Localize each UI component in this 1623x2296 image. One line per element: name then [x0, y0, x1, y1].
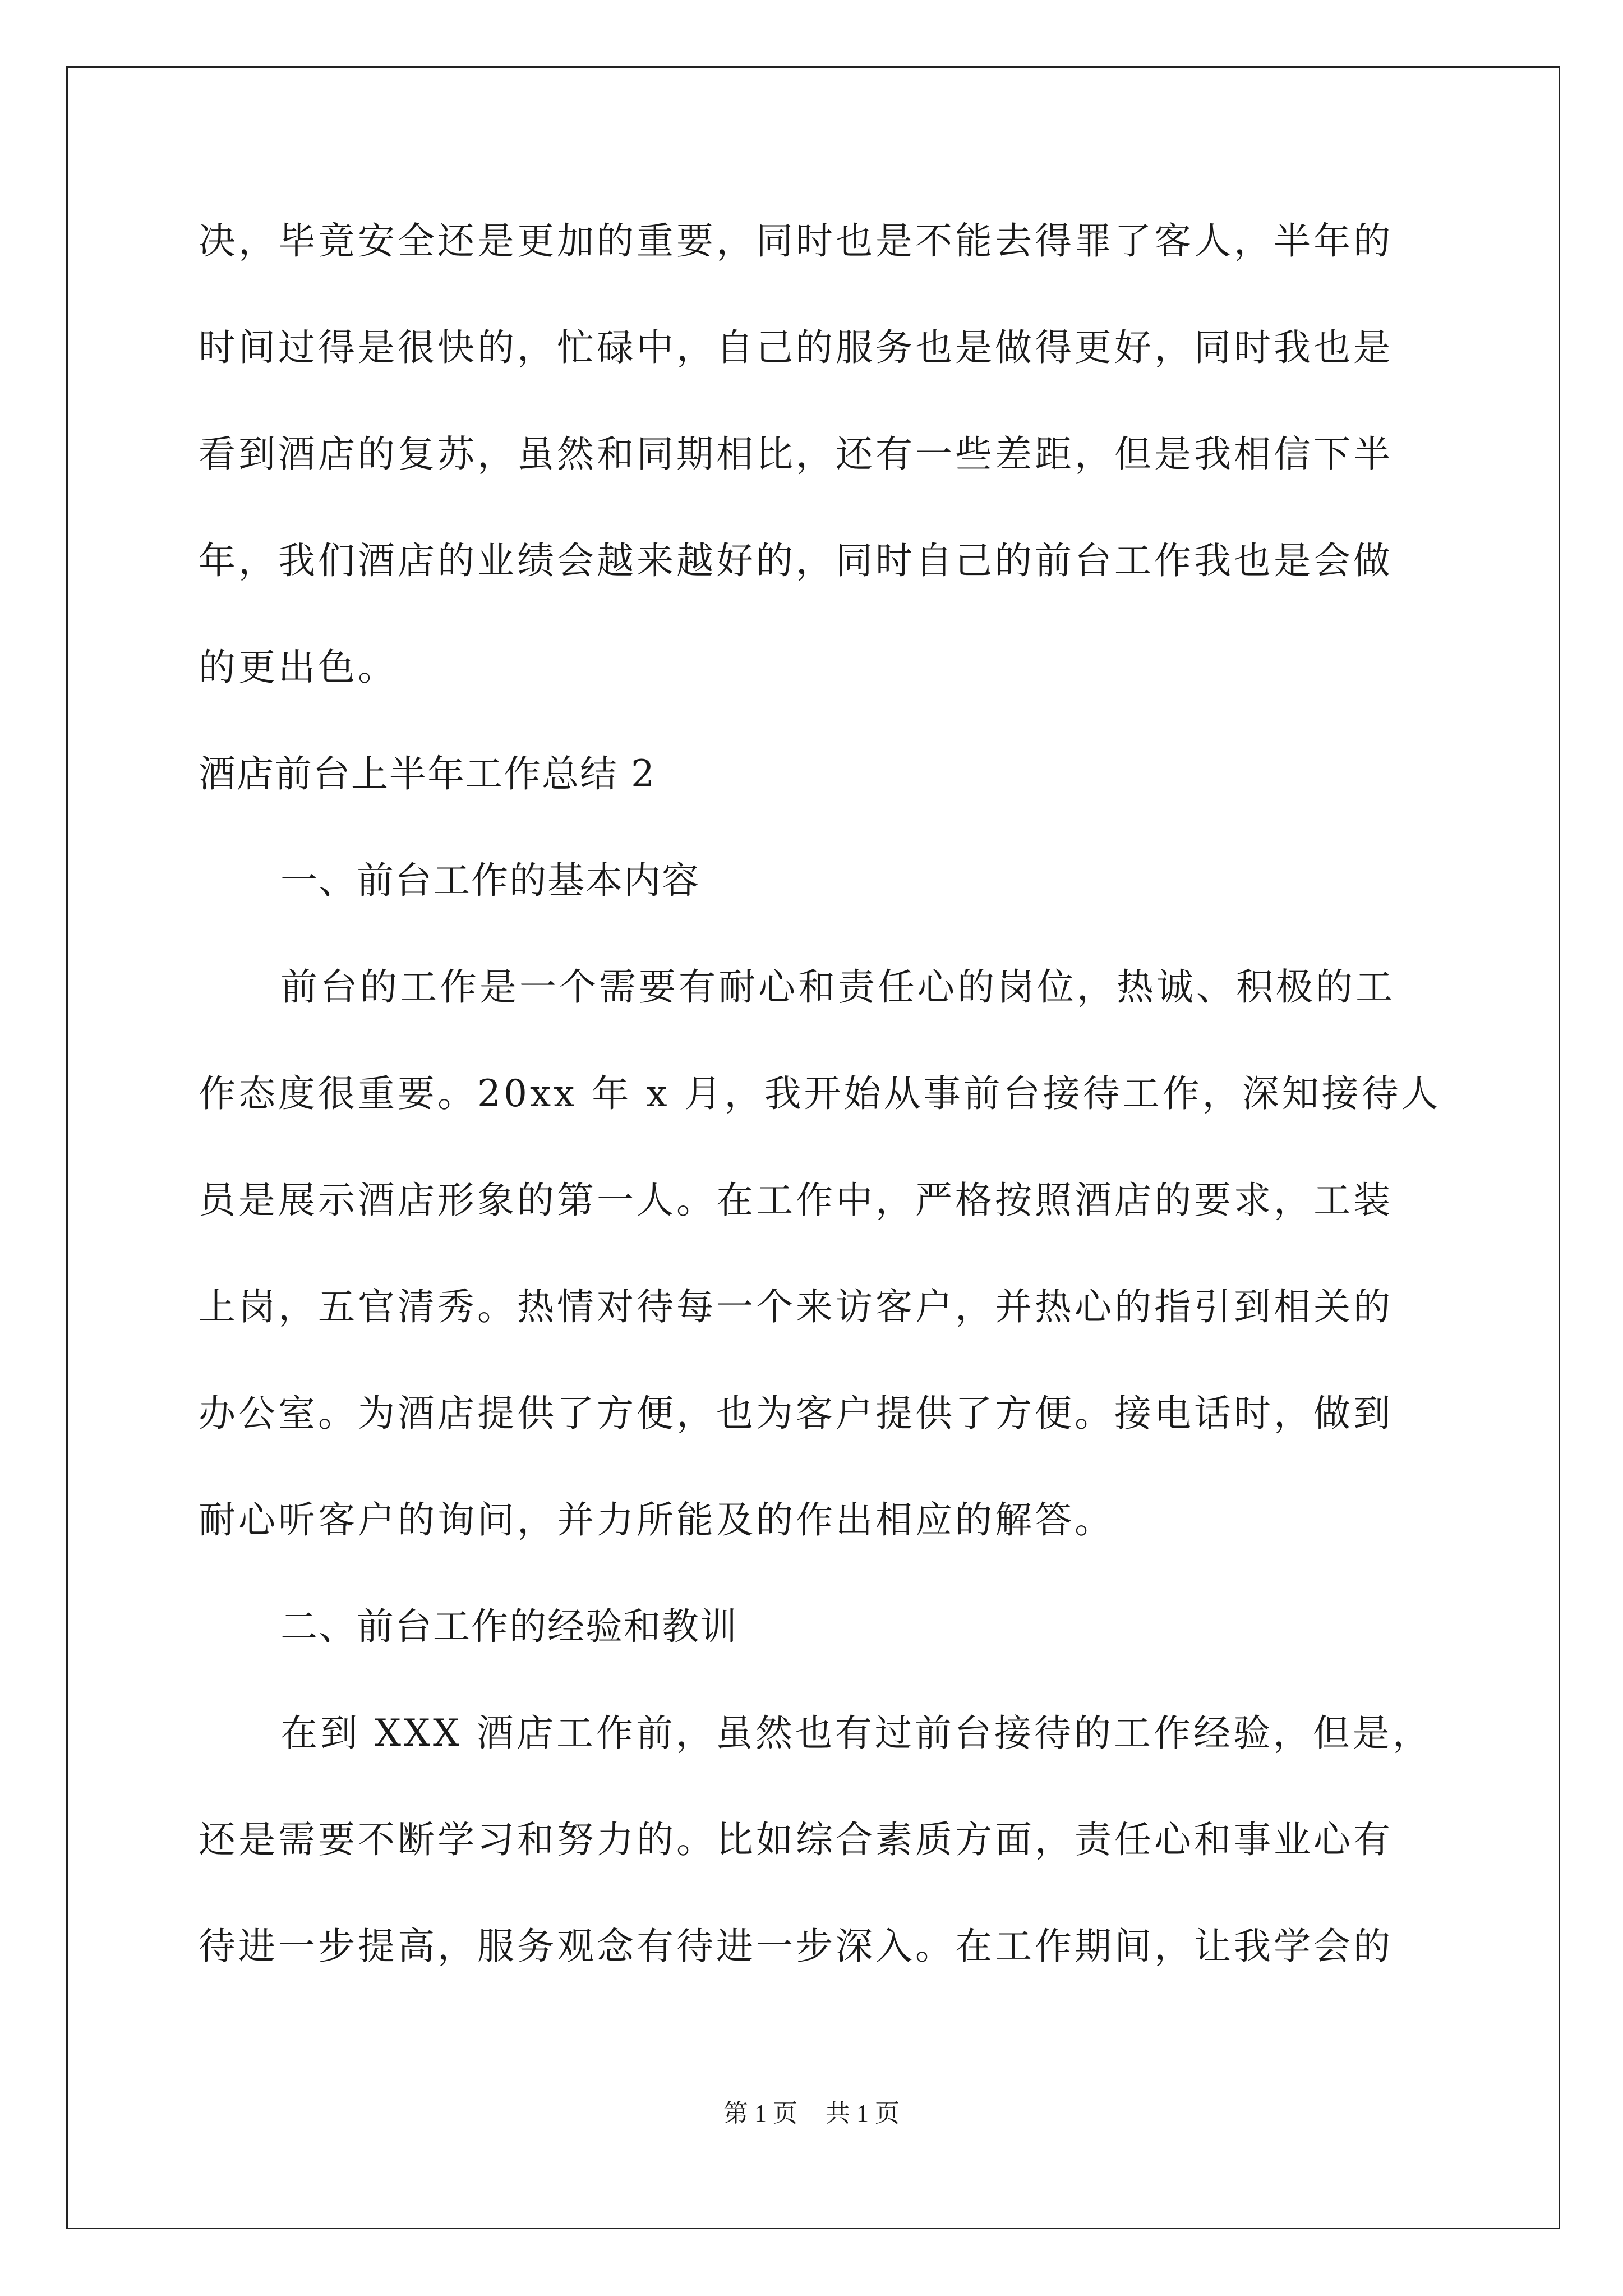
page-footer	[0, 2098, 1623, 2129]
paragraph-line: 前台的工作是一个需要有耐心和责任心的岗位，热诚、积极的工	[280, 965, 1395, 1009]
page-total: 共 1 页	[826, 2100, 900, 2127]
paragraph-line: 决，毕竟安全还是更加的重要，同时也是不能去得罪了客人，半年的	[199, 219, 1393, 263]
paragraph-line: 待进一步提高，服务观念有待进一步深入。在工作期间，让我学会的	[199, 1925, 1393, 1968]
paragraph-line: 的更出色。	[199, 646, 398, 689]
subheading: 一、前台工作的基本内容	[280, 859, 700, 902]
paragraph-line: 耐心听客户的询问，并力所能及的作出相应的解答。	[199, 1498, 1114, 1542]
page-number: 第 1 页	[723, 2100, 797, 2127]
subheading: 二、前台工作的经验和教训	[280, 1605, 738, 1648]
section-title: 酒店前台上半年工作总结 2	[199, 752, 656, 795]
paragraph-line: 看到酒店的复苏，虽然和同期相比，还有一些差距，但是我相信下半	[199, 432, 1393, 476]
paragraph-line: 还是需要不断学习和努力的。比如综合素质方面，责任心和事业心有	[199, 1818, 1393, 1861]
paragraph-line: 作态度很重要。20xx 年 x 月，我开始从事前台接待工作，深知接待人	[199, 1072, 1441, 1115]
paragraph-line: 年，我们酒店的业绩会越来越好的，同时自己的前台工作我也是会做	[199, 539, 1393, 582]
paragraph-line: 办公室。为酒店提供了方便，也为客户提供了方便。接电话时，做到	[199, 1392, 1393, 1435]
paragraph-line: 时间过得是很快的，忙碌中，自己的服务也是做得更好，同时我也是	[199, 326, 1393, 369]
paragraph-line: 上岗，五官清秀。热情对待每一个来访客户，并热心的指引到相关的	[199, 1285, 1393, 1328]
document-body	[199, 213, 1441, 2025]
paragraph-line: 在到 XXX 酒店工作前，虽然也有过前台接待的工作经验，但是，	[280, 1711, 1432, 1755]
paragraph-line: 员是展示酒店形象的第一人。在工作中，严格按照酒店的要求，工装	[199, 1179, 1393, 1222]
